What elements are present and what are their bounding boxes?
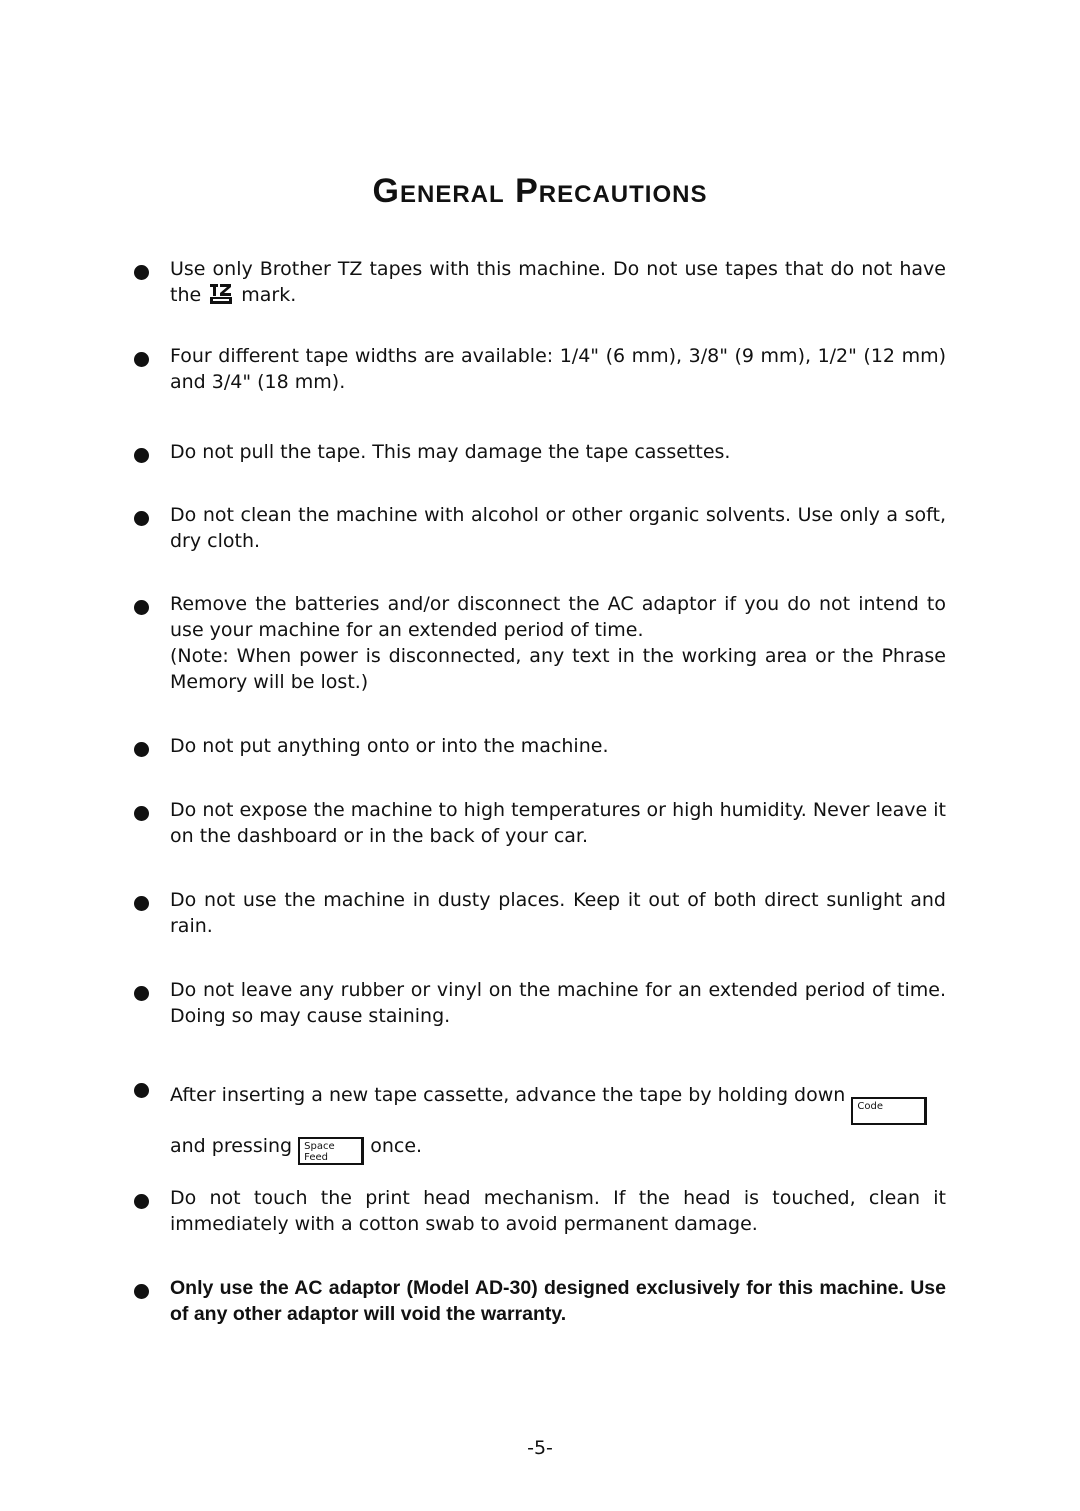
item-text: Only use the AC adaptor (Model AD-30) designed exclusively for this machine. Use of any other adaptor will void the warranty. — [170, 1277, 946, 1325]
bullet-icon — [134, 265, 149, 280]
item-text: Do not pull the tape. This may damage the tape cassettes. — [170, 441, 731, 463]
item-text: Do not clean the machine with alcohol or other organic solvents. Use only a soft, dry cloth. — [170, 504, 946, 552]
precaution-item — [134, 502, 946, 554]
bullet-icon — [134, 1194, 149, 1209]
bullet-icon — [134, 806, 149, 821]
precaution-item — [134, 591, 946, 695]
precaution-item — [134, 343, 946, 395]
page-title: General Precautions — [372, 172, 708, 210]
bullet-icon — [134, 896, 149, 911]
space-feed-key-icon — [298, 1137, 364, 1165]
precaution-item — [134, 1185, 946, 1237]
code-key-icon — [851, 1097, 927, 1125]
bullet-icon — [134, 600, 149, 615]
bullet-icon — [134, 511, 149, 526]
item-text: and pressing — [170, 1135, 293, 1157]
bullet-icon — [134, 986, 149, 1001]
item-text: After inserting a new tape cassette, advance the tape by holding down — [170, 1084, 846, 1106]
bullet-icon — [134, 448, 149, 463]
precaution-item-warning — [134, 1275, 946, 1327]
precaution-item — [134, 797, 946, 849]
bullet-icon — [134, 352, 149, 367]
precaution-item — [134, 256, 946, 308]
key-label: Feed — [304, 1152, 329, 1163]
item-text: Do not use the machine in dusty places. Keep it out of both direct sunlight and rain. — [170, 889, 946, 937]
key-label: Code — [857, 1101, 883, 1112]
precaution-item — [134, 887, 946, 939]
item-text: Do not expose the machine to high temperatures or high humidity. Never leave it on the dashboard or in the back of your car. — [170, 799, 946, 847]
item-text: Do not put anything onto or into the machine. — [170, 735, 609, 757]
precaution-item — [134, 977, 946, 1029]
page-number: -5- — [527, 1437, 553, 1459]
tz-tape-mark-icon — [209, 283, 233, 305]
item-text: mark. — [241, 284, 297, 306]
bullet-icon — [134, 1284, 149, 1299]
item-text: once. — [370, 1135, 423, 1157]
precaution-item — [134, 439, 946, 465]
item-text: Remove the batteries and/or disconnect the AC adaptor if you do not intend to use your machine for an extended period of time. — [170, 593, 946, 641]
bullet-icon — [134, 742, 149, 757]
item-note: (Note: When power is disconnected, any text in the working area or the Phrase Memory will be lost.) — [170, 645, 946, 693]
bullet-icon — [134, 1083, 149, 1098]
precaution-item — [134, 733, 946, 759]
item-text: Do not leave any rubber or vinyl on the machine for an extended period of time. Doing so may cause staining. — [170, 979, 946, 1027]
item-text: Do not touch the print head mechanism. If the head is touched, clean it immediately with a cotton swab to avoid permanent damage. — [170, 1187, 946, 1235]
key-label: Space — [304, 1141, 335, 1152]
item-text: Use only Brother TZ tapes with this machine. Do not use tapes that do not have the — [170, 258, 946, 306]
item-text: Four different tape widths are available: 1/4" (6 mm), 3/8" (9 mm), 1/2" (12 mm) and 3/4" (18 mm). — [170, 345, 946, 393]
precaution-item — [134, 1074, 946, 1167]
